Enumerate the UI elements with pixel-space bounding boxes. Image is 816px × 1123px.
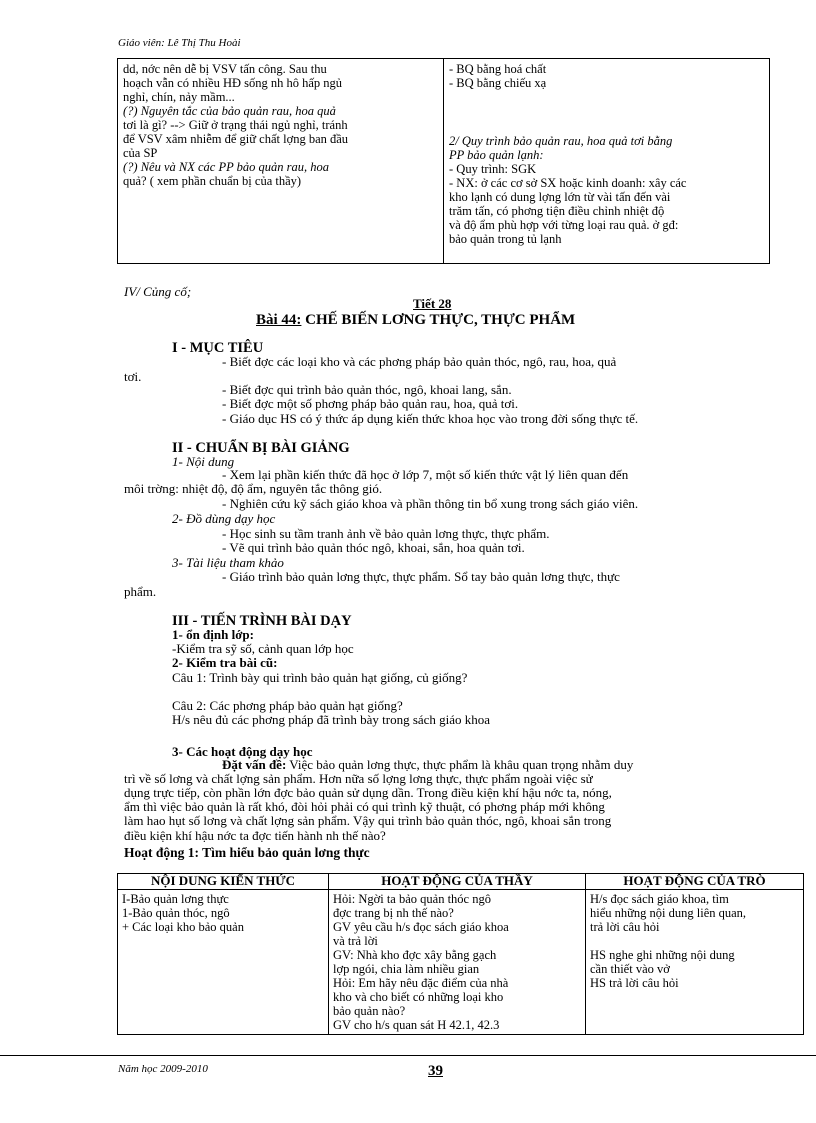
- text-line: - Nghiên cứu kỹ sách giáo khoa và phần thông tin bổ xung trong sách giáo viên.: [222, 496, 639, 511]
- section-process-title: III - TIẾN TRÌNH BÀI DẠY: [172, 613, 352, 629]
- text-line: điều kiện khí hậu nớc ta đợc tiến hành nh thế nào?: [124, 828, 386, 843]
- text-line: -Kiểm tra sỹ số, cảnh quan lớp học: [172, 641, 354, 656]
- text-line: - Vẽ qui trình bảo quản thóc ngô, khoai, sắn, hoa quản tơi.: [222, 540, 525, 555]
- column-header: HOẠT ĐỘNG CỦA THẦY: [329, 874, 586, 890]
- column-header: NỘI DUNG KIẾN THỨC: [118, 874, 329, 890]
- text-line: lợp ngói, chia làm nhiều gian: [333, 961, 480, 976]
- content-cell: [118, 889, 329, 1034]
- text-line: quả? ( xem phần chuẩn bị của thầy): [123, 174, 302, 188]
- text-line: và trả lời: [333, 933, 378, 948]
- text-line: Hỏi: Em hãy nêu đặc điểm của nhà: [333, 975, 509, 990]
- text-line: bảo quản trong tủ lạnh: [449, 232, 562, 246]
- text-line: H/s đọc sách giáo khoa, tìm: [590, 891, 729, 906]
- page-number: 39: [428, 1063, 443, 1079]
- text-line: trăm tấn, có phơng tiện điều chỉnh nhiệt độ: [449, 204, 665, 218]
- text-line: 2/ Quy trình bảo quản rau, hoa quả tơi bằng: [449, 134, 673, 148]
- text-line: đợc trang bị nh thế nào?: [333, 905, 454, 920]
- text-line: + Các loại kho bảo quản: [122, 919, 244, 934]
- lesson-number: Bài 44:: [256, 312, 302, 328]
- text-line: trì về số lơng và chất lợng sản phẩm. Hơn nữa số lợng lơng thực, thực phẩm ngoài việc sử: [124, 771, 593, 786]
- subsection-content: 1- Nội dung: [172, 454, 235, 469]
- text-line: - Biết đợc một số phơng pháp bảo quản rau, hoa, quả tơi.: [222, 396, 519, 411]
- text-line: I-Bảo quản lơng thực: [122, 891, 229, 906]
- activity-table: [117, 873, 804, 1035]
- text-line: môi trờng: nhiệt độ, độ ẩm, nguyên tắc thông gió.: [124, 481, 383, 496]
- text-line: bảo quản nào?: [333, 1003, 406, 1018]
- lesson-title: [256, 312, 575, 329]
- text-line: HS trả lời câu hỏi: [590, 975, 679, 990]
- text-line: trả lời câu hỏi: [590, 919, 660, 934]
- text-line: HS nghe ghi những nội dung: [590, 947, 735, 962]
- school-year: Năm học 2009-2010: [118, 1063, 208, 1075]
- text-line: làm hao hụt số lơng và chất lợng sản phẩm. Vậy qui trình bảo quản thóc, ngô, khoai sắn trong: [124, 813, 612, 828]
- text-line: dd, nớc nên dễ bị VSV tấn công. Sau thu: [123, 62, 327, 76]
- text-line: ẩm thì việc bảo quản là rất khó, đòi hỏi phải có qui trình kỹ thuật, có phơng pháp mới không: [124, 799, 605, 814]
- student-activity-cell: [586, 889, 804, 1034]
- text-line: H/s nêu đủ các phơng pháp đã trình bày trong sách giáo khoa: [172, 712, 491, 727]
- text-line: - Biết đợc các loại kho và các phơng pháp bảo quản thóc, ngô, rau, hoa, quả: [222, 354, 617, 369]
- text-line: GV: Nhà kho đợc xây bằng gạch: [333, 947, 497, 962]
- text-line: tơi là gì? --> Giữ ở trạng thái ngủ nghỉ, tránh: [123, 118, 348, 132]
- text-line: hiểu những nội dung liên quan,: [590, 905, 747, 920]
- top-table: [117, 58, 770, 264]
- text-line: (?) Nguyên tắc của bảo quản rau, hoa quả: [123, 104, 336, 118]
- top-table-right-cell: [444, 59, 770, 264]
- text-line: cần thiết vào vở: [590, 961, 670, 976]
- column-header: HOẠT ĐỘNG CỦA TRÒ: [586, 874, 804, 890]
- text-line: - BQ bằng chiếu xạ: [449, 76, 547, 90]
- text-line: - Giáo trình bảo quản lơng thực, thực phẩm. Sổ tay bảo quản lơng thực, thực: [222, 569, 620, 584]
- text-line: Câu 1: Trình bày qui trình bảo quản hạt giống, củ giống?: [172, 670, 468, 685]
- text-line: 1-Bảo quản thóc, ngô: [122, 905, 230, 920]
- consolidation-heading: IV/ Củng cố;: [124, 284, 192, 299]
- text-line: để VSV xâm nhiễm để giữ chất lợng ban đầu: [123, 132, 349, 146]
- text-line: - BQ bằng hoá chất: [449, 62, 547, 76]
- text-line: - NX: ở các cơ sở SX hoặc kinh doanh: xây các: [449, 176, 687, 190]
- text-line: hoạch vẫn có nhiều HĐ sống nh hô hấp ngủ: [123, 76, 343, 90]
- subsection-class-order: 1- ổn định lớp:: [172, 627, 254, 642]
- text-line: - Biết đợc qui trình bảo quản thóc, ngô, khoai lang, sắn.: [222, 382, 512, 397]
- subsection-activities: 3- Các hoạt động dạy học: [172, 744, 313, 759]
- text-line: phẩm.: [124, 584, 157, 599]
- text-line: nghỉ, chín, nảy mầm...: [123, 90, 235, 104]
- text-line: dụng trực tiếp, còn phần lớn đợc bảo quản sử dụng dần. Trong điều kiện khí hậu nớc ta, nóng,: [124, 785, 612, 800]
- text-line: kho lạnh có dung lợng lớn từ vài tấn đến vài: [449, 190, 671, 204]
- subsection-materials: 2- Đồ dùng dạy học: [172, 511, 276, 526]
- subsection-review: 2- Kiểm tra bài cũ:: [172, 655, 278, 670]
- text-line: - Học sinh su tầm tranh ảnh về bảo quản lơng thực, thực phẩm.: [222, 526, 550, 541]
- text-line: GV cho h/s quan sát H 42.1, 42.3: [333, 1017, 500, 1032]
- intro-label: Đặt vấn đề:: [222, 757, 287, 772]
- text-line: PP bảo quản lạnh:: [449, 148, 544, 162]
- text-line: - Giáo dục HS có ý thức áp dụng kiến thức khoa học vào trong đời sống thực tế.: [222, 411, 639, 426]
- text-line: GV yêu cầu h/s đọc sách giáo khoa: [333, 919, 509, 934]
- top-table-left-cell: [118, 59, 444, 264]
- text-line: tơi.: [124, 369, 142, 384]
- footer-divider: [0, 1055, 816, 1056]
- lesson-name: CHẾ BIẾN LƠNG THỰC, THỰC PHẨM: [305, 312, 576, 328]
- text-line: và độ ẩm phù hợp với từng loại rau quả. ở gđ:: [449, 218, 679, 232]
- teacher-activity-cell: [329, 889, 586, 1034]
- text-line: kho và cho biết có những loại kho: [333, 989, 504, 1004]
- text-line: - Quy trình: SGK: [449, 162, 537, 176]
- section-objectives-title: I - MỤC TIÊU: [172, 340, 264, 356]
- text-line: Hỏi: Ngời ta bảo quản thóc ngô: [333, 891, 491, 906]
- teacher-header: Giáo viên: Lê Thị Thu Hoài: [118, 37, 241, 49]
- text-line: - Xem lại phần kiến thức đã học ở lớp 7, một số kiến thức vật lý liên quan đến: [222, 467, 629, 482]
- lesson-period: Tiết 28: [413, 296, 452, 311]
- text-line: (?) Nêu và NX các PP bảo quản rau, hoa: [123, 160, 329, 174]
- section-preparation-title: II - CHUẨN BỊ BÀI GIẢNG: [172, 440, 350, 456]
- text-line: Câu 2: Các phơng pháp bảo quản hạt giống?: [172, 698, 403, 713]
- activity-1-heading: Hoạt động 1: Tìm hiểu bảo quản lơng thực: [124, 845, 370, 860]
- text-line: của SP: [123, 146, 158, 160]
- subsection-references: 3- Tài liệu tham khảo: [172, 555, 284, 570]
- intro-text: Việc bảo quản lơng thực, thực phẩm là khâu quan trọng nhằm duy: [286, 757, 634, 772]
